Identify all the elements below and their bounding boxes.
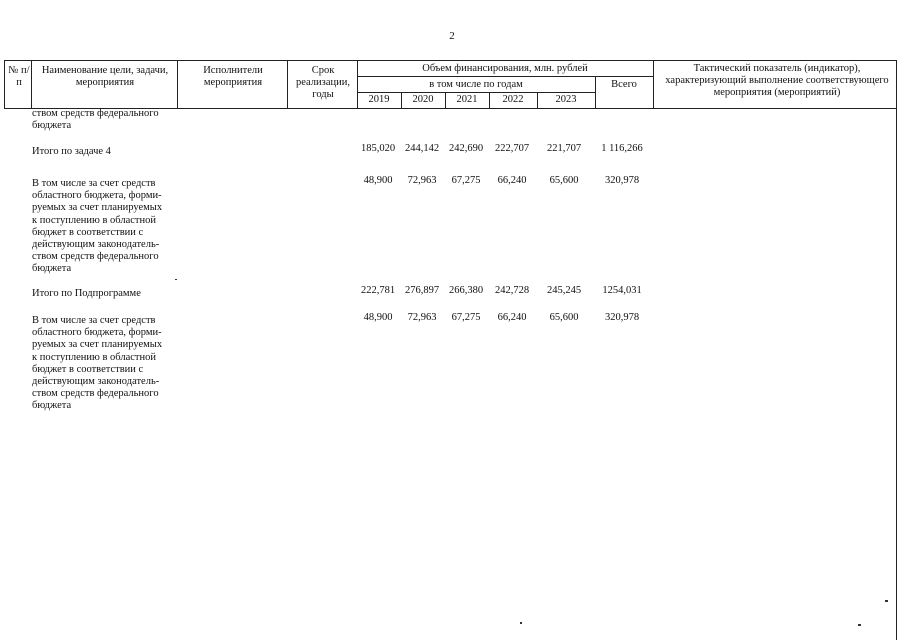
- label-line: к поступлению в областной: [32, 351, 156, 363]
- label-line: областного бюджета, форми-: [32, 327, 162, 339]
- label-line: руемых за счет планируемых: [32, 202, 163, 214]
- cell-value: 245,245: [546, 285, 582, 296]
- divider: [357, 92, 595, 93]
- header-no: № п/п: [8, 65, 30, 88]
- right-border: [896, 60, 897, 640]
- header-year: 2023: [555, 94, 577, 105]
- row-label-task-total: Итого по задаче 4: [32, 146, 111, 157]
- header-year: 2020: [412, 94, 434, 105]
- divider: [177, 61, 178, 108]
- divider: [357, 76, 653, 77]
- page-number: 2: [449, 30, 455, 42]
- header-by-years: в том числе по годам: [429, 79, 523, 90]
- cell-value: 244,142: [404, 143, 440, 154]
- label-line: ством средств федерального: [32, 388, 159, 400]
- row-label-including: [32, 315, 174, 413]
- cell-value: 67,275: [451, 312, 481, 323]
- cell-value: 222,707: [494, 143, 530, 154]
- cell-value: 66,240: [497, 312, 527, 323]
- cell-total: 1 116,266: [601, 143, 643, 154]
- label-line: бюджета: [32, 120, 72, 132]
- label-line: В том числе за счет средств: [32, 178, 156, 189]
- cell-value: 276,897: [404, 285, 440, 296]
- label-line: ством средств федерального: [32, 251, 159, 263]
- label-line: действующим законодатель-: [32, 239, 160, 251]
- label-line: бюджет в соответствии с: [32, 363, 144, 375]
- cell-value: 72,963: [407, 175, 437, 186]
- row-label-including: [32, 178, 174, 276]
- label-line: действующим законодатель-: [32, 376, 160, 388]
- cell-value: 266,380: [448, 285, 484, 296]
- cell-value: 65,600: [549, 312, 579, 323]
- row-label-continuation: [32, 108, 174, 132]
- scan-speck: [175, 279, 177, 280]
- cell-value: 48,900: [363, 175, 393, 186]
- cell-value: 72,963: [407, 312, 437, 323]
- label-line: областного бюджета, форми-: [32, 190, 162, 202]
- header-year: 2022: [502, 94, 524, 105]
- cell-value: 242,728: [494, 285, 530, 296]
- row-label-subprogram-total: Итого по Подпрограмме: [32, 288, 141, 299]
- header-executors: Исполнители мероприятия: [203, 65, 263, 88]
- header-total: Всего: [611, 79, 637, 90]
- header-year: 2019: [368, 94, 390, 105]
- cell-value: 65,600: [549, 175, 579, 186]
- header-term: Срок реализации, годы: [296, 65, 350, 100]
- cell-value: 67,275: [451, 175, 481, 186]
- divider: [653, 61, 654, 108]
- cell-value: 222,781: [360, 285, 396, 296]
- label-line: бюджета: [32, 400, 72, 412]
- cell-value: 48,900: [363, 312, 393, 323]
- label-line: руемых за счет планируемых: [32, 339, 163, 351]
- cell-value: 242,690: [448, 143, 484, 154]
- label-line: ством средств федерального: [32, 108, 159, 119]
- cell-value: 185,020: [360, 143, 396, 154]
- cell-total: 320,978: [604, 175, 640, 186]
- header-year: 2021: [456, 94, 478, 105]
- cell-total: 1254,031: [602, 285, 642, 296]
- cell-value: 221,707: [546, 143, 582, 154]
- cell-value: 66,240: [497, 175, 527, 186]
- header-indicator: Тактический показатель (индикатор), характеризующий выполнение соответствующего мероприятия (мероприятий): [665, 63, 889, 98]
- divider: [31, 61, 32, 108]
- scan-speck: [885, 600, 888, 602]
- cell-total: 320,978: [604, 312, 640, 323]
- table-header: [4, 60, 897, 109]
- divider: [287, 61, 288, 108]
- header-finance: Объем финансирования, млн. рублей: [422, 63, 588, 74]
- scan-speck: [520, 622, 522, 624]
- label-line: В том числе за счет средств: [32, 315, 156, 326]
- label-line: бюджет в соответствии с: [32, 226, 144, 238]
- label-line: к поступлению в областной: [32, 214, 156, 226]
- header-name: Наименование цели, задачи, мероприятия: [41, 65, 169, 88]
- scan-speck: [858, 624, 861, 626]
- label-line: бюджета: [32, 263, 72, 275]
